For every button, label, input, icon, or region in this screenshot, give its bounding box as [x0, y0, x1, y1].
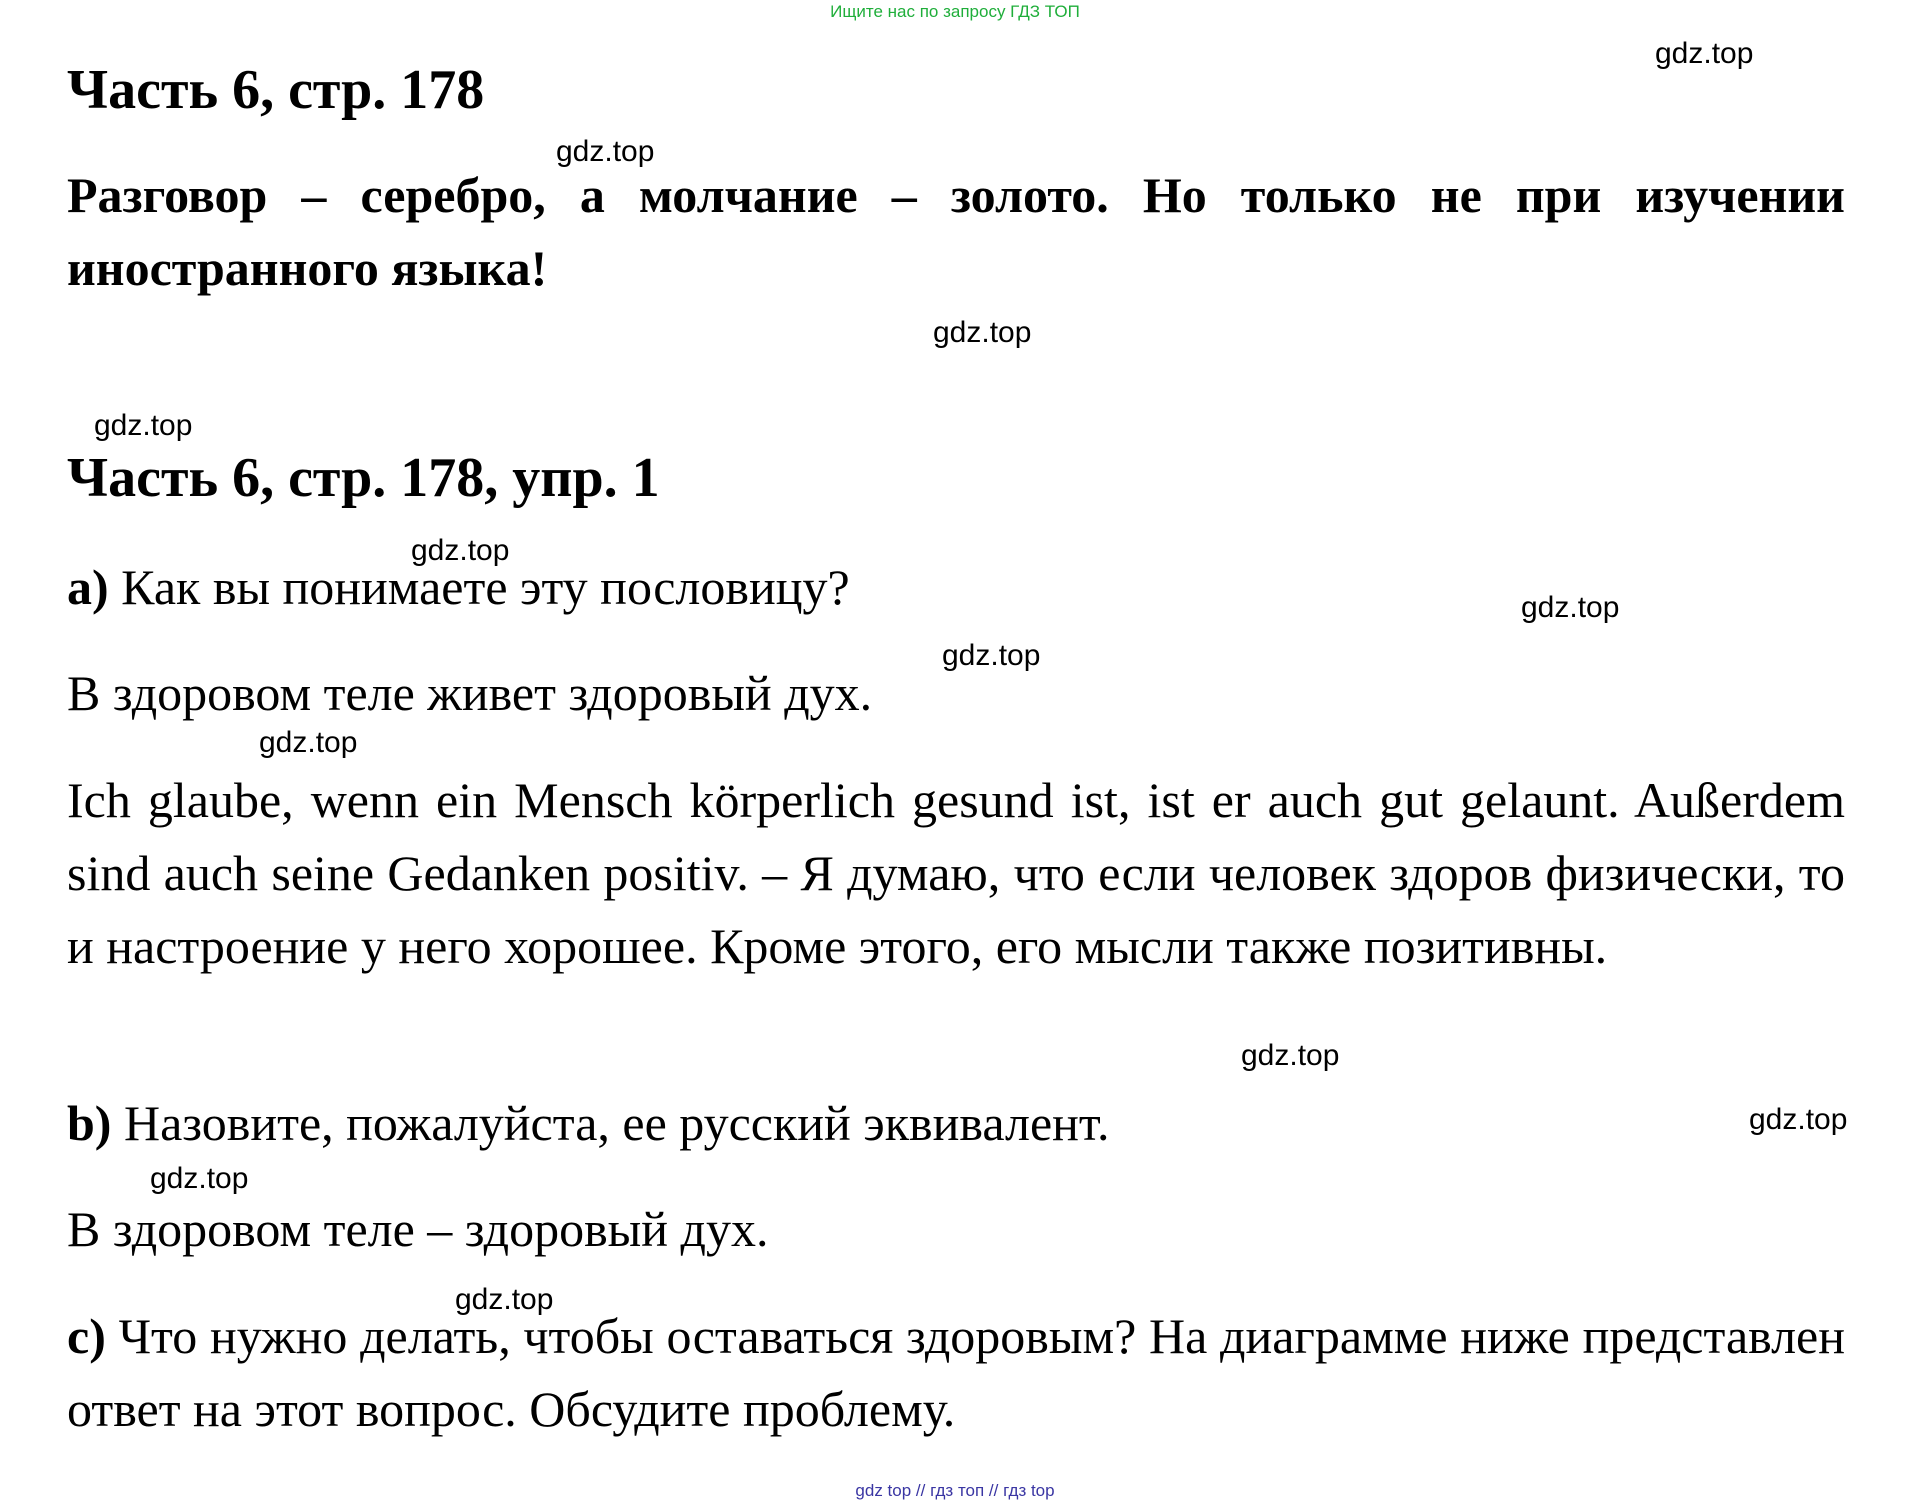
question-a-label: a) [67, 559, 109, 615]
watermark: gdz.top [150, 1162, 249, 1195]
answer-b-text: В здоровом теле – здоровый дух. [67, 1201, 769, 1257]
question-c-label: c) [67, 1308, 106, 1364]
watermark: gdz.top [1521, 591, 1620, 624]
watermark: gdz.top [933, 316, 1032, 349]
watermark: gdz.top [1655, 37, 1754, 70]
page-heading: Часть 6, стр. 178 [67, 59, 485, 121]
watermark: gdz.top [94, 409, 193, 442]
watermark: gdz.top [556, 135, 655, 168]
answer-a-text: Ich glaube, wenn ein Mensch körperlich gesund ist, ist er auch gut gelaunt. Außerdem sind auch seine Gedanken positiv. – Я думаю, что если человек здоров физически, то и настроение у него хорошее. Кроме этого, его мысли также позитивны. [67, 772, 1845, 974]
question-c-text: Что нужно делать, чтобы оставаться здоровым? На диаграмме ниже представлен ответ на этот вопрос. Обсудите проблему. [67, 1308, 1846, 1437]
watermark: gdz.top [259, 726, 358, 759]
question-c [67, 1300, 1845, 1446]
exercise-heading: Часть 6, стр. 178, упр. 1 [67, 447, 660, 509]
watermark: gdz.top [1749, 1103, 1848, 1136]
watermark: gdz.top [1241, 1039, 1340, 1072]
search-banner: Ищите нас по запросу ГДЗ ТОП [830, 2, 1080, 21]
footer-watermark: gdz top // гдз топ // гдз top [855, 1481, 1055, 1500]
question-b-label: b) [67, 1095, 112, 1151]
watermark: gdz.top [411, 534, 510, 567]
watermark: gdz.top [942, 639, 1041, 672]
proverb-text: В здоровом теле живет здоровый дух. [67, 665, 873, 721]
question-b-text: Назовите, пожалуйста, ее русский эквивалент. [123, 1095, 1110, 1151]
watermark: gdz.top [455, 1283, 554, 1316]
question-a-text: Как вы понимаете эту пословицу? [121, 559, 850, 615]
question-b [67, 1087, 1110, 1160]
motto-text: Разговор – серебро, а молчание – золото. Но только не при изучении иностранного языка! [67, 167, 1845, 296]
